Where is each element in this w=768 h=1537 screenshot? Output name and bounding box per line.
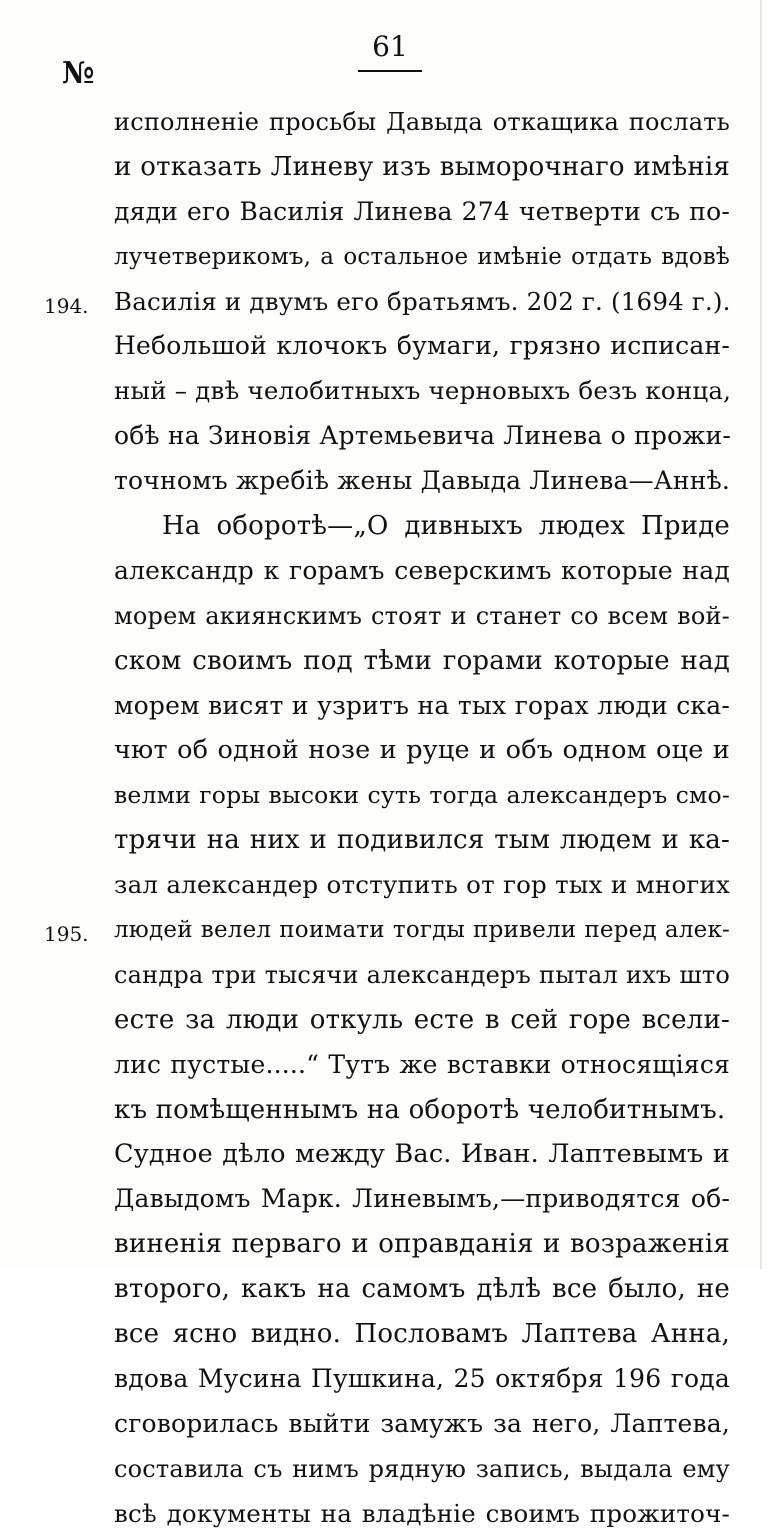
text-line: Давыдомъ Марк. Линевымъ,—приводятся об- [114,1184,730,1214]
text-line: морем висят и узритъ на тых горах люди ска- [114,690,730,720]
text-line: дяди его Василія Линева 274 четверти съ по- [114,196,730,226]
text-line: чют об одной нозе и руце и объ одном оце и [114,735,730,766]
text-line: сговорилась выйти замужъ за него, Лаптева, [114,1408,730,1438]
text-line: велми горы высоки суть тогда александеръ смо- [114,781,730,810]
text-line: есте за люди откуль есте в сей горе всели- [114,1004,730,1035]
text-line: сандра три тысячи александеръ пытал ихъ што [114,960,730,989]
body-text [114,100,730,1537]
text-line: зал александер отступить от гор тых и многих [114,870,730,900]
page-number-rule [358,70,422,72]
page-number: 61 [372,30,408,63]
text-line: виненія перваго и оправданія и возраженія [114,1229,730,1260]
text-line: лучетверикомъ, а остальное имѣніе отдать вдовѣ [114,243,730,270]
text-line: вдова Мусина Пушкина, 25 октября 196 года [114,1363,730,1393]
text-line: исполненіе просьбы Давыда откащика послать [114,108,730,136]
text-line: второго, какъ на самомъ дѣлѣ все было, не [114,1274,730,1305]
text-line: къ помѣщеннымъ на оборотѣ челобитнымъ. [114,1094,726,1125]
text-line: точномъ жребіѣ жены Давыда Линева—Аннѣ. [114,466,731,496]
numero-sign: № [62,56,95,91]
page-edge [760,0,762,1269]
text-line: Судное дѣло между Вас. Иван. Лаптевымъ и [114,1139,730,1170]
text-line: александр к горамъ северскимъ которые над [114,555,730,585]
text-line: лис пустые.....“ Тутъ же вставки относящіяся [114,1049,730,1079]
text-line: и отказать Линеву изъ выморочнаго имѣнія [114,151,730,182]
text-line: составила съ нимъ рядную запись, выдала ему [114,1454,730,1483]
entry-number-195: 195. [44,922,89,946]
text-line: ный – двѣ челобитныхъ черновыхъ безъ конца, [114,376,732,406]
text-line: людей велел поимати тогды привели перед алек- [114,917,730,944]
text-line: все ясно видно. Пословамъ Лаптева Анна, [114,1319,730,1350]
text-line: На оборотѣ—„О дивныхъ людех Приде [162,511,730,542]
text-line: Василія и двумъ его братьямъ. 202 г. (1694 г.). [114,286,731,316]
text-line: обѣ на Зиновія Артемьевича Линева о прожи- [114,421,732,451]
text-line: Небольшой клочокъ бумаги, грязно исписан- [114,331,730,361]
text-line: трячи на них и подивился тым людем и ка- [114,825,730,856]
text-line: ском своимъ под тѣми горами которые над [114,645,730,676]
text-line: всѣ документы на владѣніе своимъ прожиточ- [114,1498,730,1528]
entry-number-194: 194. [44,294,89,318]
text-line: морем акиянскимъ стоят и станет со всем вой- [114,601,730,630]
